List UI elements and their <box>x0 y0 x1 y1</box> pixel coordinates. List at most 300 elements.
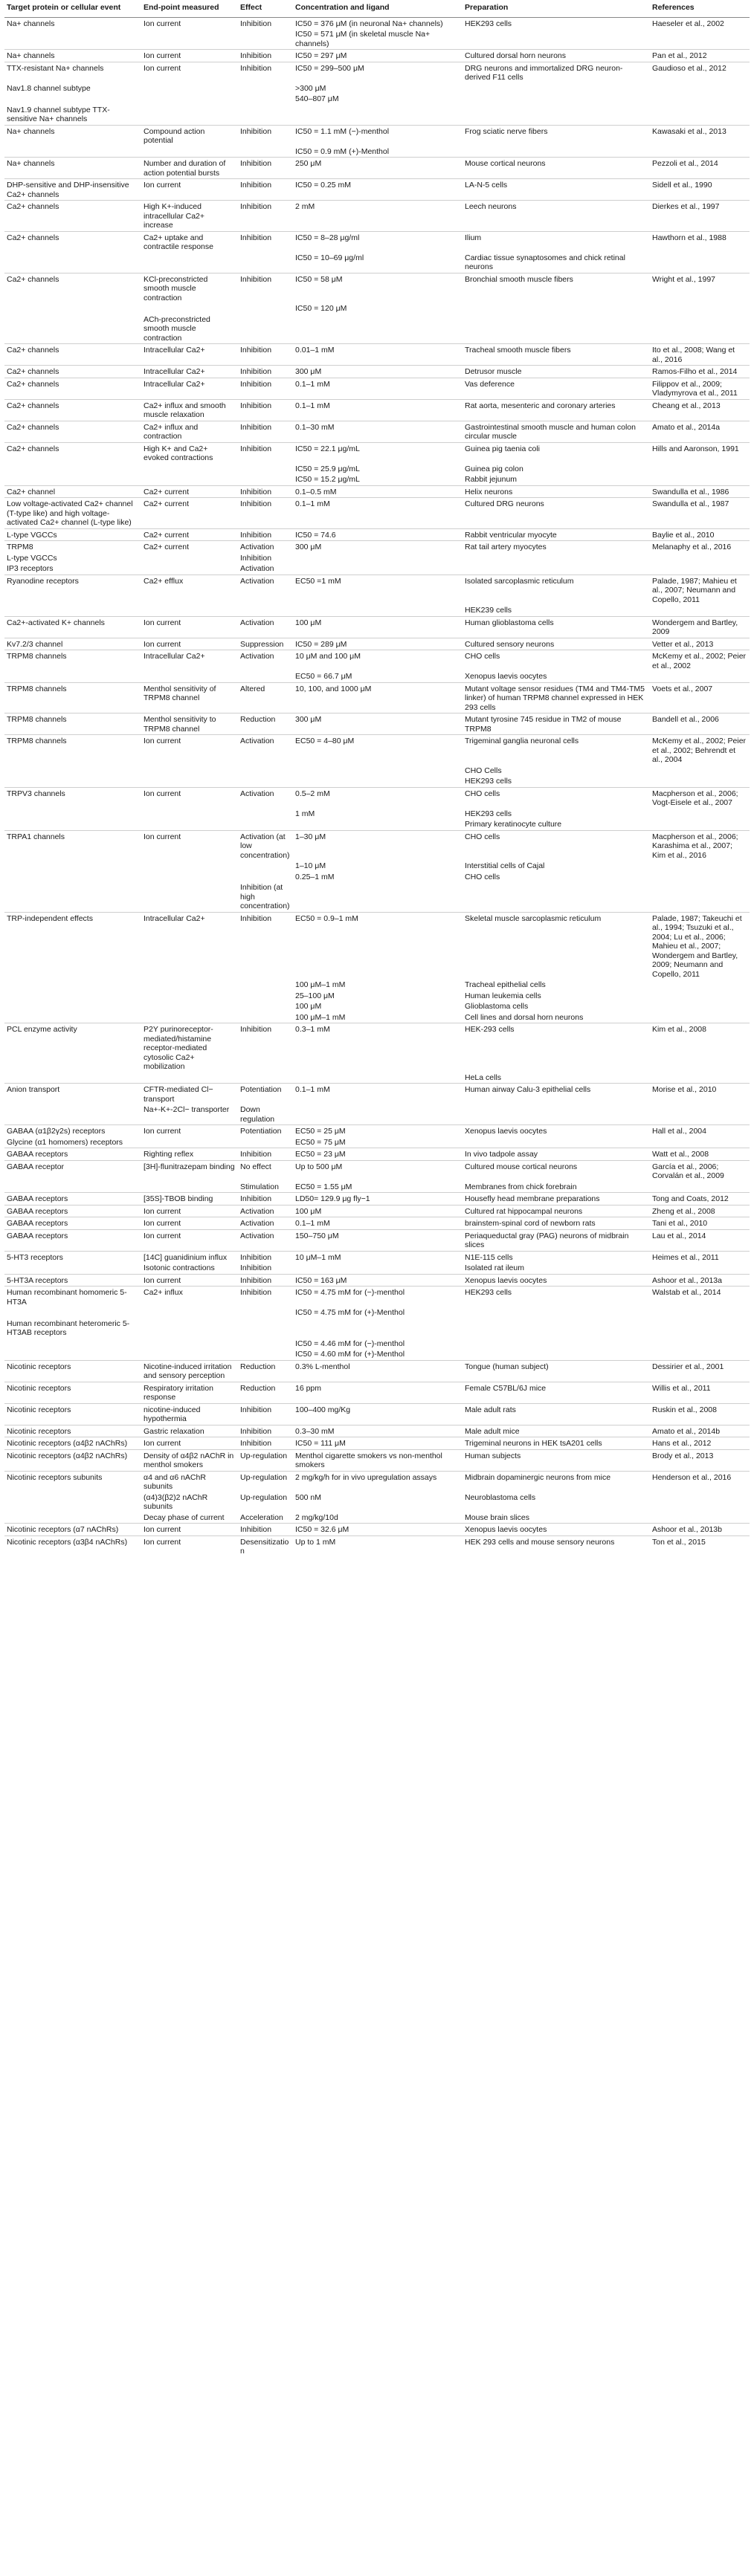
cell-effect <box>238 776 293 787</box>
cell-references <box>650 94 750 105</box>
cell-target: Kv7.2/3 channel <box>4 638 141 650</box>
cell-target: GABAA (α1β2γ2s) receptors <box>4 1125 141 1137</box>
cell-end-point: Na+-K+-2Cl− transporter <box>144 1105 230 1114</box>
cell-end-point: Density of α4β2 nAChR in menthol smokers <box>141 1449 238 1471</box>
cell-references: Ton et al., 2015 <box>650 1535 750 1557</box>
cell-preparation: Tracheal epithelial cells <box>465 980 546 989</box>
cell-references <box>650 1137 750 1148</box>
cell-preparation: Cultured DRG neurons <box>463 498 650 529</box>
cell-end-point: Ion current <box>141 17 238 29</box>
cell-preparation: Human airway Calu-3 epithelial cells <box>463 1084 650 1105</box>
cell-end-point: (α4)3(β2)2 nAChR subunits <box>144 1492 208 1511</box>
table-body <box>4 17 750 1557</box>
cell-references: Tani et al., 2010 <box>650 1217 750 1230</box>
cell-concentration: IC50 = 299–500 μM <box>293 62 463 83</box>
cell-concentration: 2 mg/kg/10d <box>295 1512 338 1522</box>
cell-effect <box>238 303 293 314</box>
table-row <box>4 991 750 1002</box>
cell-effect: Inhibition <box>238 1403 293 1425</box>
cell-references <box>650 1318 750 1339</box>
cell-concentration: 10, 100, and 1000 μM <box>293 682 463 713</box>
cell-preparation: Cell lines and dorsal horn neurons <box>465 1012 584 1022</box>
cell-target <box>4 1182 141 1193</box>
cell-preparation <box>463 1104 650 1125</box>
cell-target: Ryanodine receptors <box>4 575 141 605</box>
cell-effect <box>238 819 293 830</box>
cell-effect <box>238 1012 293 1023</box>
table-row <box>4 1471 750 1492</box>
cell-preparation: Skeletal muscle sarcoplasmic reticulum <box>463 912 650 980</box>
cell-concentration: Up to 500 μM <box>293 1160 463 1182</box>
cell-references <box>650 1339 750 1350</box>
cell-end-point: Menthol sensitivity to TRPM8 channel <box>141 713 238 735</box>
cell-effect: Inhibition <box>238 1023 293 1072</box>
cell-preparation: N1E-115 cells <box>463 1251 650 1263</box>
cell-references: Cheang et al., 2013 <box>650 399 750 421</box>
cell-target: TRPM8 channels <box>4 650 141 672</box>
cell-concentration: 100 μM–1 mM <box>295 980 346 989</box>
cell-target <box>4 474 141 485</box>
cell-target <box>4 991 141 1002</box>
cell-target <box>4 766 141 777</box>
cell-end-point: Ca2+ current <box>141 498 238 529</box>
cell-references <box>650 1492 750 1512</box>
cell-end-point: Intracellular Ca2+ <box>141 366 238 378</box>
table-row <box>4 29 750 50</box>
cell-target <box>4 1072 141 1084</box>
table-row <box>4 912 750 980</box>
table-row <box>4 253 750 274</box>
cell-end-point: Ca2+ influx <box>141 1287 238 1308</box>
cell-end-point: Ion current <box>141 1125 238 1137</box>
table-row <box>4 1287 750 1308</box>
cell-concentration <box>293 563 463 575</box>
cell-end-point: [14C] guanidinium influx <box>141 1251 238 1263</box>
cell-target <box>4 1001 141 1012</box>
table-row <box>4 50 750 62</box>
cell-preparation: Vas deference <box>463 378 650 399</box>
cell-concentration: 100 μM–1 mM <box>295 1012 346 1022</box>
cell-end-point: Ion current <box>141 1535 238 1557</box>
cell-preparation: Detrusor muscle <box>463 366 650 378</box>
cell-effect: Suppression <box>238 638 293 650</box>
cell-effect: Inhibition <box>238 50 293 62</box>
cell-references: Ito et al., 2008; Wang et al., 2016 <box>650 344 750 366</box>
cell-concentration: 100–400 mg/Kg <box>293 1403 463 1425</box>
cell-references: Lau et al., 2014 <box>650 1229 750 1251</box>
cell-effect: Up-regulation <box>238 1449 293 1471</box>
cell-effect <box>238 474 293 485</box>
cell-references <box>650 1001 750 1012</box>
cell-preparation: Tracheal smooth muscle fibers <box>463 344 650 366</box>
cell-target <box>4 1349 141 1360</box>
cell-target <box>4 882 141 912</box>
cell-concentration: 100 μM <box>293 1205 463 1217</box>
table-row <box>4 442 750 464</box>
cell-concentration: 1–10 μM <box>295 861 326 870</box>
cell-effect: Inhibition <box>238 1287 293 1308</box>
cell-target: Nicotinic receptors <box>4 1360 141 1382</box>
cell-target: PCL enzyme activity <box>4 1023 141 1072</box>
cell-end-point <box>141 872 238 883</box>
cell-end-point: Intracellular Ca2+ <box>141 344 238 366</box>
table-row <box>4 541 750 553</box>
table-row <box>4 713 750 735</box>
cell-target: Na+ channels <box>4 158 141 179</box>
cell-preparation: Gastrointestinal smooth muscle and human colon circular muscle <box>463 421 650 442</box>
cell-preparation: Interstitial cells of Cajal <box>465 861 545 870</box>
table-row <box>4 872 750 883</box>
cell-preparation: In vivo tadpole assay <box>463 1148 650 1161</box>
table-row <box>4 563 750 575</box>
cell-preparation: Xenopus laevis oocytes <box>463 1274 650 1287</box>
cell-end-point: Ca2+ efflux <box>141 575 238 605</box>
table-row <box>4 1072 750 1084</box>
cell-references <box>650 1307 750 1318</box>
header-effect: Effect <box>238 0 293 17</box>
cell-concentration: EC50 = 75 μM <box>295 1137 346 1147</box>
cell-end-point <box>141 809 238 820</box>
cell-end-point <box>141 1349 238 1360</box>
table-row <box>4 62 750 83</box>
cell-end-point <box>141 303 238 314</box>
table-row <box>4 650 750 672</box>
cell-references: Wondergem and Bartley, 2009 <box>650 616 750 638</box>
cell-concentration: EC50 = 4–80 μM <box>293 735 463 766</box>
cell-effect: Desensitization <box>238 1535 293 1557</box>
cell-references <box>650 1012 750 1023</box>
cell-effect: Acceleration <box>240 1512 283 1522</box>
cell-concentration: EC50 = 66.7 μM <box>295 672 352 681</box>
cell-preparation: Midbrain dopaminergic neurons from mice <box>463 1471 650 1492</box>
table-row <box>4 378 750 399</box>
cell-preparation <box>463 146 650 158</box>
cell-concentration <box>293 1318 463 1339</box>
table-row <box>4 1425 750 1437</box>
cell-preparation <box>463 83 650 94</box>
cell-preparation: HEK239 cells <box>465 606 512 615</box>
cell-effect: Down regulation <box>240 1105 275 1124</box>
cell-effect: Inhibition <box>238 62 293 83</box>
table-row <box>4 1217 750 1230</box>
cell-references: Swandulla et al., 1987 <box>650 498 750 529</box>
cell-effect <box>238 1072 293 1084</box>
table-row <box>4 485 750 498</box>
cell-end-point <box>141 1137 238 1148</box>
cell-end-point <box>141 671 238 682</box>
cell-end-point <box>141 553 238 564</box>
cell-preparation: Periaqueductal gray (PAG) neurons of midbrain slices <box>463 1229 650 1251</box>
cell-effect <box>238 809 293 820</box>
cell-target: GABAA receptors <box>4 1148 141 1161</box>
cell-target <box>4 776 141 787</box>
cell-references: Morise et al., 2010 <box>650 1084 750 1105</box>
cell-concentration: IC50 = 297 μM <box>293 50 463 62</box>
cell-end-point: Ion current <box>141 1217 238 1230</box>
cell-target: Human recombinant heteromeric 5-HT3AB receptors <box>7 1318 130 1337</box>
cell-effect: Inhibition <box>238 1425 293 1437</box>
cell-end-point: Menthol sensitivity of TRPM8 channel <box>141 682 238 713</box>
cell-references: McKemy et al., 2002; Peier et al., 2002; Behrendt et al., 2004 <box>650 735 750 766</box>
cell-end-point: α4 and α6 nAChR subunits <box>141 1471 238 1492</box>
header-end-point: End-point measured <box>141 0 238 17</box>
cell-end-point: Ca2+ current <box>141 541 238 553</box>
cell-references <box>650 1182 750 1193</box>
cell-effect: Inhibition <box>238 344 293 366</box>
cell-concentration: IC50 = 25.9 μg/mL <box>295 464 360 473</box>
cell-concentration: IC50 = 32.6 μM <box>293 1524 463 1536</box>
cell-concentration: IC50 = 571 μM (in skeletal muscle Na+ channels) <box>295 30 431 48</box>
cell-target: L-type VGCCs <box>4 528 141 541</box>
cell-end-point: Ion current <box>141 1205 238 1217</box>
cell-effect <box>238 766 293 777</box>
table-header-row <box>4 0 750 17</box>
cell-end-point: Intracellular Ca2+ <box>141 650 238 672</box>
table-row <box>4 1512 750 1524</box>
cell-references: Hall et al., 2004 <box>650 1125 750 1137</box>
cell-end-point <box>141 464 238 475</box>
table-row <box>4 201 750 232</box>
table-row <box>4 1263 750 1274</box>
cell-effect: Inhibition <box>238 485 293 498</box>
cell-preparation: HeLa cells <box>465 1072 502 1082</box>
cell-preparation: brainstem-spinal cord of newborn rats <box>463 1217 650 1230</box>
cell-references <box>650 146 750 158</box>
table-row <box>4 1382 750 1403</box>
cell-references <box>650 314 750 344</box>
table-row <box>4 1084 750 1105</box>
cell-target <box>4 1339 141 1350</box>
cell-concentration <box>293 882 463 912</box>
cell-references <box>650 872 750 883</box>
cell-end-point <box>141 1182 238 1193</box>
cell-end-point: Ion current <box>141 1229 238 1251</box>
cell-preparation: CHO cells <box>463 787 650 809</box>
cell-references: Bandell et al., 2006 <box>650 713 750 735</box>
cell-end-point <box>141 991 238 1002</box>
table-row <box>4 1318 750 1339</box>
cell-references: McKemy et al., 2002; Peier et al., 2002 <box>650 650 750 672</box>
cell-end-point: Ion current <box>141 1274 238 1287</box>
cell-concentration: IC50 = 74.6 <box>293 528 463 541</box>
table-row <box>4 819 750 830</box>
cell-concentration: 0.1–30 mM <box>293 421 463 442</box>
cell-concentration: EC50 =1 mM <box>293 575 463 605</box>
table-row <box>4 1012 750 1023</box>
table-row <box>4 1137 750 1148</box>
cell-concentration: 25–100 μM <box>295 991 335 1000</box>
cell-target <box>4 980 141 991</box>
cell-target <box>4 1492 141 1512</box>
cell-preparation: LA-N-5 cells <box>463 179 650 201</box>
cell-target <box>4 1512 141 1524</box>
cell-target: Ca2+ channels <box>4 399 141 421</box>
cell-concentration: IC50 = 0.25 mM <box>293 179 463 201</box>
cell-end-point <box>141 766 238 777</box>
table-row <box>4 1001 750 1012</box>
table-row <box>4 344 750 366</box>
cell-references <box>650 980 750 991</box>
cell-end-point <box>141 29 238 50</box>
cell-references: Willis et al., 2011 <box>650 1382 750 1403</box>
table-row <box>4 575 750 605</box>
cell-references: Voets et al., 2007 <box>650 682 750 713</box>
cell-references: Watt et al., 2008 <box>650 1148 750 1161</box>
cell-preparation: Guinea pig taenia coli <box>463 442 650 464</box>
cell-end-point: Ca2+ current <box>141 528 238 541</box>
header-target: Target protein or cellular event <box>4 0 141 17</box>
cell-end-point: Decay phase of current <box>144 1512 225 1522</box>
cell-concentration: 1 mM <box>295 809 315 818</box>
cell-concentration: IC50 = 163 μM <box>293 1274 463 1287</box>
cell-preparation: Glioblastoma cells <box>465 1002 529 1011</box>
cell-concentration: 540–807 μM <box>295 94 339 103</box>
cell-preparation: CHO Cells <box>465 766 502 775</box>
cell-concentration: EC50 = 25 μM <box>293 1125 463 1137</box>
cell-concentration: 1–30 μM <box>293 830 463 861</box>
cell-end-point: Ion current <box>141 735 238 766</box>
cell-preparation: Mouse brain slices <box>465 1512 529 1522</box>
cell-target: GABAA receptors <box>4 1217 141 1230</box>
cell-concentration <box>293 553 463 564</box>
cell-concentration: IC50 = 22.1 μg/mL <box>293 442 463 464</box>
cell-target: DHP-sensitive and DHP-insensitive Ca2+ channels <box>4 179 141 201</box>
cell-effect: Activation <box>238 1229 293 1251</box>
cell-concentration: IC50 = 58 μM <box>293 273 463 303</box>
cell-concentration: 0.1–1 mM <box>293 498 463 529</box>
cell-references: Amato et al., 2014a <box>650 421 750 442</box>
table-row <box>4 399 750 421</box>
cell-effect: Potentiation <box>238 1084 293 1105</box>
cell-effect: Stimulation <box>240 1182 279 1191</box>
cell-end-point <box>141 882 238 912</box>
cell-target: Ca2+-activated K+ channels <box>4 616 141 638</box>
cell-preparation: Rabbit ventricular myocyte <box>463 528 650 541</box>
cell-effect: Up-regulation <box>238 1471 293 1492</box>
cell-target: L-type VGCCs <box>7 553 57 563</box>
cell-effect: Inhibition <box>238 201 293 232</box>
cell-preparation <box>463 882 650 912</box>
cell-end-point: Ca2+ influx and smooth muscle relaxation <box>141 399 238 421</box>
table-row <box>4 83 750 94</box>
cell-end-point: Nicotine-induced irritation and sensory perception <box>141 1360 238 1382</box>
cell-preparation: Membranes from chick forebrain <box>465 1182 577 1191</box>
cell-effect: Inhibition <box>238 528 293 541</box>
cell-preparation: Xenopus laevis oocytes <box>465 672 547 681</box>
cell-effect: Inhibition <box>238 378 293 399</box>
cell-target: TRPM8 channels <box>4 682 141 713</box>
cell-references: Palade, 1987; Mahieu et al., 2007; Neumann and Copello, 2011 <box>650 575 750 605</box>
table-row <box>4 1160 750 1182</box>
cell-effect: Activation <box>238 616 293 638</box>
table-row <box>4 158 750 179</box>
cell-preparation: Male adult mice <box>463 1425 650 1437</box>
cell-end-point: Ion current <box>141 1437 238 1450</box>
cell-concentration: IC50 = 10–69 μg/ml <box>295 253 364 262</box>
cell-preparation: CHO cells <box>465 872 500 881</box>
cell-concentration: IC50 = 376 μM (in neuronal Na+ channels) <box>293 17 463 29</box>
cell-target <box>4 1307 141 1318</box>
cell-effect <box>238 1318 293 1339</box>
cell-effect: Activation <box>238 787 293 809</box>
cell-target <box>4 809 141 820</box>
cell-references <box>650 809 750 820</box>
table-row <box>4 498 750 529</box>
table-row <box>4 1349 750 1360</box>
cell-effect <box>238 1137 293 1148</box>
cell-references <box>650 464 750 475</box>
table-row <box>4 125 750 146</box>
cell-effect <box>238 1307 293 1318</box>
cell-references: Swandulla et al., 1986 <box>650 485 750 498</box>
cell-references <box>650 83 750 94</box>
cell-end-point <box>141 861 238 872</box>
cell-references: Amato et al., 2014b <box>650 1425 750 1437</box>
cell-concentration: 10 μM–1 mM <box>293 1251 463 1263</box>
cell-effect: Activation <box>238 575 293 605</box>
cell-concentration: IC50 = 0.9 mM (+)-Menthol <box>295 146 390 156</box>
cell-target <box>4 1012 141 1023</box>
cell-target: Ca2+ channels <box>4 231 141 253</box>
cell-preparation <box>463 1307 650 1318</box>
cell-end-point <box>141 105 238 126</box>
table-row <box>4 105 750 126</box>
table-row <box>4 1307 750 1318</box>
cell-references: Melanaphy et al., 2016 <box>650 541 750 553</box>
cell-end-point <box>141 94 238 105</box>
cell-effect: Activation <box>240 564 274 573</box>
cell-references: Vetter et al., 2013 <box>650 638 750 650</box>
cell-target <box>4 671 141 682</box>
cell-concentration <box>293 766 463 777</box>
cell-concentration: 0.1–0.5 mM <box>293 485 463 498</box>
cell-end-point <box>141 819 238 830</box>
cell-concentration: 300 μM <box>293 366 463 378</box>
cell-concentration: IC50 = 8–28 μg/ml <box>293 231 463 253</box>
cell-effect: Reduction <box>238 1360 293 1382</box>
cell-target <box>4 314 141 344</box>
cell-target: Nav1.8 channel subtype <box>7 83 91 93</box>
cell-references: Ashoor et al., 2013a <box>650 1274 750 1287</box>
cell-references <box>650 1072 750 1084</box>
cell-effect <box>238 464 293 475</box>
table-row <box>4 766 750 777</box>
table-row <box>4 464 750 475</box>
cell-effect: Activation <box>238 1205 293 1217</box>
header-concentration: Concentration and ligand <box>293 0 463 17</box>
cell-references: Macpherson et al., 2006; Karashima et al., 2007; Kim et al., 2016 <box>650 830 750 861</box>
cell-effect: Inhibition <box>238 273 293 303</box>
cell-effect <box>238 94 293 105</box>
header-references: References <box>650 0 750 17</box>
cell-references: Zheng et al., 2008 <box>650 1205 750 1217</box>
cell-end-point: Number and duration of action potential bursts <box>141 158 238 179</box>
cell-concentration <box>293 1104 463 1125</box>
cell-target: TRPM8 <box>4 541 141 553</box>
cell-preparation: HEK293 cells <box>463 1287 650 1308</box>
cell-effect: Inhibition <box>240 1263 272 1272</box>
cell-preparation: Cultured mouse cortical neurons <box>463 1160 650 1182</box>
cell-concentration: >300 μM <box>295 83 326 93</box>
cell-concentration: IC50 = 111 μM <box>293 1437 463 1450</box>
cell-effect <box>238 146 293 158</box>
cell-effect: Activation <box>238 541 293 553</box>
cell-effect: Inhibition <box>238 179 293 201</box>
cell-references: Palade, 1987; Takeuchi et al., 1994; Tsuzuki et al., 2004; Lu et al., 2006; Mahieu et al., 2007; Wondergem and Bartley, 2009; Neumann and Copello, 2011 <box>650 912 750 980</box>
cell-end-point: Ion current <box>141 62 238 83</box>
table-row <box>4 366 750 378</box>
cell-concentration: Menthol cigarette smokers vs non-menthol smokers <box>293 1449 463 1471</box>
